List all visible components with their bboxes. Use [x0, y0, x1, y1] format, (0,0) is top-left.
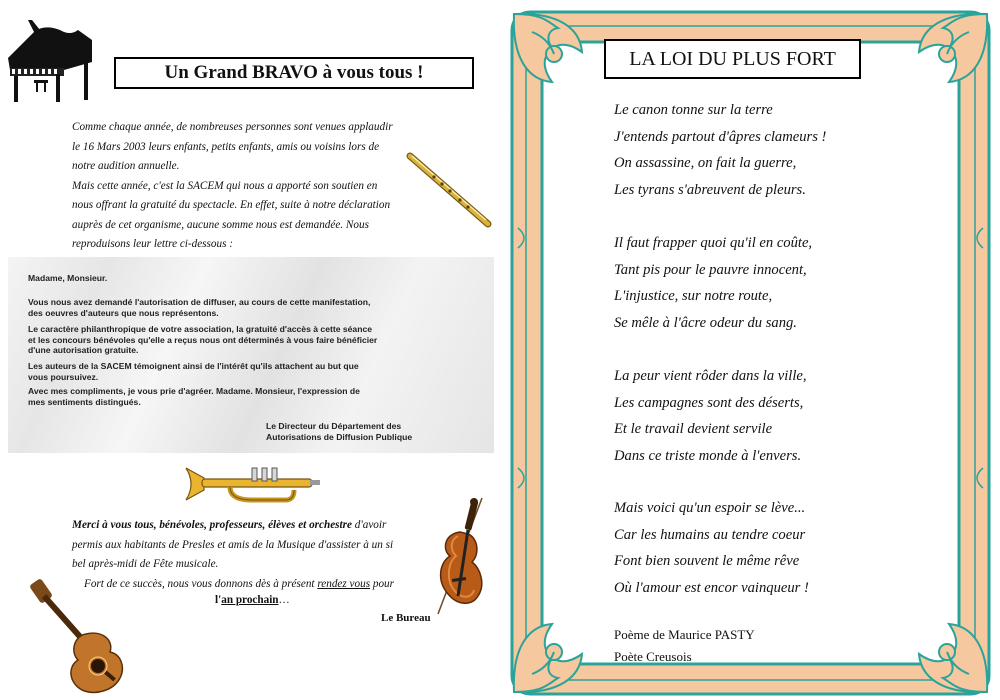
piano-icon: [4, 18, 96, 106]
poem-line: Tant pis pour le pauvre innocent,: [614, 261, 807, 278]
poem-title: LA LOI DU PLUS FORT: [604, 39, 861, 79]
poem-line: Mais voici qu'un espoir se lève...: [614, 500, 806, 516]
letter-greeting: Madame, Monsieur.: [28, 273, 108, 283]
letter-line: et les concours bénévoles qu'elle a reçus nous ont déterminés à vous faire bénéficier: [28, 334, 378, 345]
letter-line: vous poursuivez.: [28, 371, 99, 382]
poem-line: L'injustice, sur notre route,: [614, 288, 773, 304]
intro-paragraph: [72, 118, 427, 255]
thanks-line: bel après-midi de Fête musicale.: [72, 558, 219, 570]
poem-line: J'entends partout d'âpres clameurs !: [614, 128, 827, 145]
guitar-icon: [28, 578, 146, 696]
poem-line: Font bien souvent le même rêve: [614, 553, 800, 569]
letter-line: Avec mes compliments, je vous prie d'agréer. Madame. Monsieur, l'expression de: [28, 386, 360, 396]
thanks-text: pour: [370, 577, 394, 590]
poem-line: Les campagnes sont des déserts,: [614, 394, 804, 411]
letter-paragraph: [28, 297, 468, 318]
an-prochain-text: an prochain: [221, 594, 279, 606]
letter-line: d'une autorisation gratuite.: [28, 345, 139, 355]
thanks-text: d'avoir: [351, 519, 387, 531]
poem-stanza: [614, 363, 904, 469]
letter-line: Le Directeur du Département des: [266, 421, 402, 431]
letter-line: Le caractère philanthropique de votre association, la gratuité d'accès à cette séance: [28, 324, 373, 334]
poem-line: Il faut frapper quoi qu'il en coûte,: [614, 235, 813, 251]
poem-line: Dans ce triste monde à l'envers.: [614, 447, 802, 464]
sacem-letter: [8, 257, 494, 453]
intro-line: notre audition annuelle.: [72, 160, 180, 172]
trumpet-icon: [182, 460, 322, 506]
poem-stanza: [614, 97, 904, 203]
letter-line: des oeuvres d'auteurs que nous représentons.: [28, 307, 219, 318]
poem-line: Les tyrans s'abreuvent de pleurs.: [614, 181, 806, 198]
letter-line: mes sentiments distingués.: [28, 396, 141, 407]
letter-paragraph: [28, 386, 468, 407]
intro-line: Mais cette année, c'est la SACEM qui nous a apporté son soutien en: [72, 179, 378, 192]
poem-author: [614, 624, 755, 668]
letter-paragraph: [28, 361, 468, 382]
letter-paragraph: [28, 324, 468, 356]
poem-line: Et le travail devient servile: [614, 421, 773, 437]
author-title: Poète Creusois: [614, 649, 692, 664]
thanks-text: Fort de ce succès, nous vous donnons dès à présent: [84, 577, 318, 590]
intro-line: auprès de cet organisme, aucune somme nous est demandée. Nous: [72, 218, 369, 231]
intro-line: Comme chaque année, de nombreuses personnes sont venues applaudir: [72, 121, 393, 133]
poem-line: La peur vient rôder dans la ville,: [614, 368, 807, 384]
intro-line: reproduisons leur lettre ci-dessous :: [72, 238, 233, 250]
letter-signature: [266, 421, 466, 442]
intro-line: nous offrant la gratuité du spectacle. En effet, suite à notre déclaration: [72, 199, 391, 211]
poem-line: Où l'amour est encor vainqueur !: [614, 579, 809, 596]
letter-line: Les auteurs de la SACEM témoignent ainsi de l'intérêt qu'ils attachent au but que: [28, 361, 359, 371]
thanks-text: l': [215, 594, 222, 606]
poem-stanza: [614, 230, 904, 336]
page-title: Un Grand BRAVO à vous tous !: [114, 57, 474, 89]
rendez-vous-text: rendez vous: [317, 577, 371, 590]
thanks-bold: Merci à vous tous, bénévoles, professeurs, élèves et orchestre: [72, 519, 352, 531]
poem-line: Car les humains au tendre coeur: [614, 526, 806, 543]
letter-line: Autorisations de Diffusion Publique: [266, 431, 413, 442]
poem-line: Se mêle à l'âcre odeur du sang.: [614, 314, 797, 331]
letter-line: Vous nous avez demandé l'autorisation de diffuser, au cours de cette manifestation,: [28, 297, 371, 307]
thanks-line: [72, 516, 442, 536]
thanks-line: permis aux habitants de Presles et amis de la Musique d'assister à un si: [72, 538, 394, 551]
flute-icon: [404, 150, 494, 230]
poem-stanza: [614, 495, 904, 601]
signature-bureau: Le Bureau: [381, 612, 431, 624]
intro-line: le 16 Mars 2003 leurs enfants, petits enfants, amis ou voisins lors de: [72, 140, 380, 153]
poem-line: Le canon tonne sur la terre: [614, 102, 773, 118]
author-name: Poème de Maurice PASTY: [614, 627, 755, 642]
thanks-text: …: [278, 594, 290, 606]
poem-line: On assassine, on fait la guerre,: [614, 155, 797, 171]
